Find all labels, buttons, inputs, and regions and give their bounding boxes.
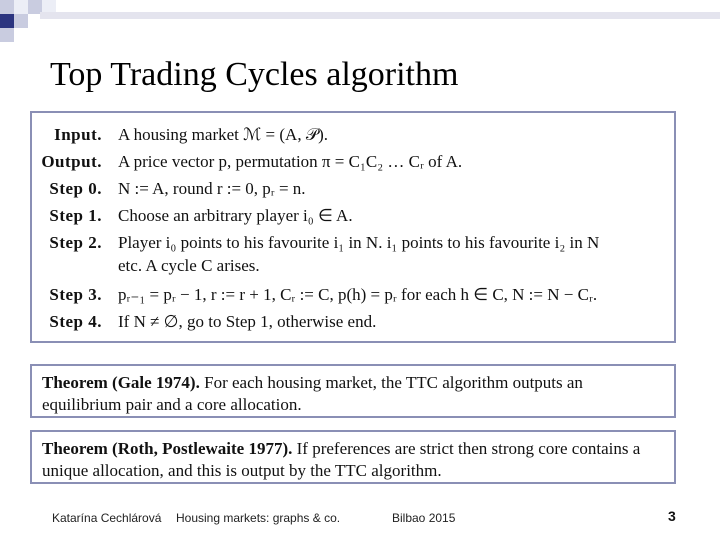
algorithm-box: Input. A housing market ℳ = (A, 𝒫). Output. A price vector p, permutation π = C₁C₂ … Cᵣ of A. Step 0. N := A, round r := 0, pᵣ = n. Step 1. Choose an arbitrary player i₀ ∈ A. Step 2. Player i₀ points to his favourite i₁ in N. i₁ points to his favourite i₂ in N etc. A cycle C arises. Step 3. pᵣ₋₁ = pᵣ − 1, r := r + 1, Cᵣ := C, p(h) = pᵣ for each h ∈ C, N := N − Cᵣ. Step 4. If N ≠ ∅, go to Step 1, otherwise end.: [30, 111, 676, 343]
footer-talk-title: Housing markets: graphs & co.: [176, 511, 341, 525]
page-number: 3: [668, 508, 676, 524]
theorem-roth-text: If preferences are strict then strong core contains a unique allocation, and this is output by the TTC algorithm.: [42, 439, 641, 480]
slide-title: Top Trading Cycles algorithm: [50, 56, 459, 93]
title-rule: [40, 12, 720, 19]
footer-author: Katarína Cechlárová: [52, 511, 162, 525]
theorem-gale-box: [30, 364, 676, 418]
theorem-gale-text: For each housing market, the TTC algorithm outputs an equilibrium pair and a core allocation.: [42, 373, 583, 414]
footer-event: Bilbao 2015: [392, 511, 456, 525]
corner-decoration: [0, 0, 68, 40]
theorem-roth-box: [30, 430, 676, 484]
theorem-gale-heading: Theorem (Gale 1974).: [42, 373, 200, 392]
theorem-roth-heading: Theorem (Roth, Postlewaite 1977).: [42, 439, 293, 458]
